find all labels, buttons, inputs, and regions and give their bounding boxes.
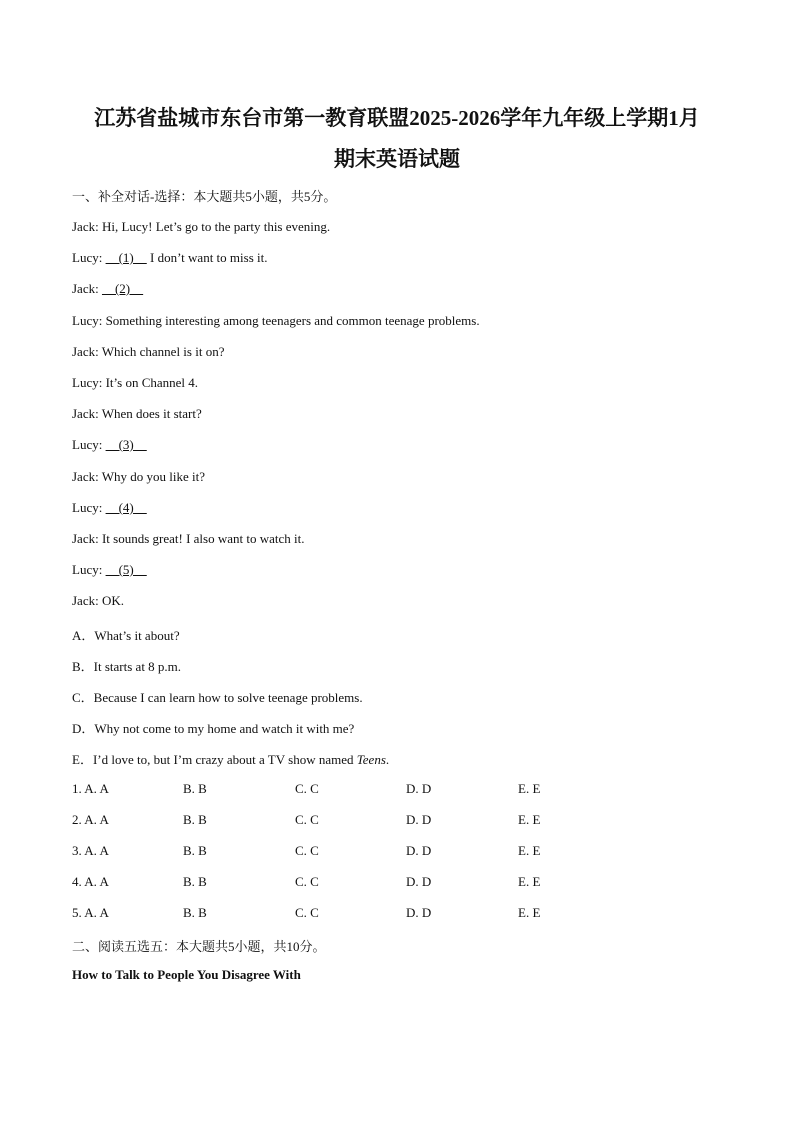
dialogue-line-4: Lucy: Something interesting among teenagers and common teenage problems. [72, 313, 480, 328]
answer-choice[interactable]: E. E [518, 812, 541, 827]
dialogue-line-2: Lucy: (1) I don’t want to miss it. [72, 250, 268, 265]
answer-choice[interactable]: C. C [295, 905, 319, 920]
dialogue-line-13: Jack: OK. [72, 593, 124, 608]
answer-choice[interactable]: B. B [183, 781, 207, 796]
show-name-teens: Teens [356, 752, 386, 767]
answer-choice[interactable]: B. B [183, 874, 207, 889]
dialogue-line-3: Jack: (2) [72, 281, 144, 296]
answer-choice[interactable]: E. E [518, 843, 541, 858]
answer-choice[interactable]: C. C [295, 874, 319, 889]
answer-choice[interactable]: 1. A. A [72, 781, 109, 796]
answer-choice[interactable]: 4. A. A [72, 874, 109, 889]
blank-5: (5) [105, 562, 147, 577]
answer-choice[interactable]: E. E [518, 905, 541, 920]
blank-3: (3) [105, 437, 147, 452]
answer-choice[interactable]: 5. A. A [72, 905, 109, 920]
article-title: How to Talk to People You Disagree With [72, 967, 301, 982]
dialogue-line-7: Jack: When does it start? [72, 406, 202, 421]
dialogue-line-5: Jack: Which channel is it on? [72, 344, 225, 359]
answer-choice[interactable]: 2. A. A [72, 812, 109, 827]
dialogue-line-12: Lucy: (5) [72, 562, 147, 577]
section1-heading: 一、补全对话-选择：本大题共5小题，共5分。 [72, 189, 337, 204]
dialogue-line-9: Jack: Why do you like it? [72, 469, 205, 484]
answer-choice[interactable]: D. D [406, 812, 432, 827]
answer-choice[interactable]: C. C [295, 812, 319, 827]
document-title-line2: 期末英语试题 [334, 147, 460, 171]
section2-heading: 二、阅读五选五：本大题共5小题，共10分。 [72, 939, 326, 954]
blank-1: (1) [105, 250, 147, 265]
answer-choice[interactable]: B. B [183, 905, 207, 920]
option-c: C．Because I can learn how to solve teenage problems. [72, 690, 363, 705]
answer-choice[interactable]: C. C [295, 843, 319, 858]
blank-2: (2) [101, 281, 144, 296]
answer-choice[interactable]: E. E [518, 874, 541, 889]
answer-choice[interactable]: D. D [406, 781, 432, 796]
dialogue-line-8: Lucy: (3) [72, 437, 147, 452]
option-b: B．It starts at 8 p.m. [72, 659, 182, 674]
dialogue-line-6: Lucy: It’s on Channel 4. [72, 375, 199, 390]
answer-choice[interactable]: C. C [295, 781, 319, 796]
answer-choice[interactable]: E. E [518, 781, 541, 796]
option-d: D．Why not come to my home and watch it with me? [72, 721, 355, 736]
answer-choice[interactable]: D. D [406, 874, 432, 889]
dialogue-line-11: Jack: It sounds great! I also want to watch it. [72, 531, 305, 546]
blank-4: (4) [105, 500, 147, 515]
answer-choice[interactable]: D. D [406, 905, 432, 920]
answer-choice[interactable]: B. B [183, 843, 207, 858]
option-a: A．What’s it about? [72, 628, 180, 643]
answer-choice[interactable]: 3. A. A [72, 843, 109, 858]
dialogue-line-10: Lucy: (4) [72, 500, 147, 515]
answer-choice[interactable]: D. D [406, 843, 432, 858]
option-e: E．I’d love to, but I’m crazy about a TV show named Teens. [72, 752, 390, 767]
dialogue-line-1: Jack: Hi, Lucy! Let’s go to the party this evening. [72, 219, 331, 234]
document-title-line1: 江苏省盐城市东台市第一教育联盟2025-2026学年九年级上学期1月 [94, 106, 700, 130]
answer-choice[interactable]: B. B [183, 812, 207, 827]
